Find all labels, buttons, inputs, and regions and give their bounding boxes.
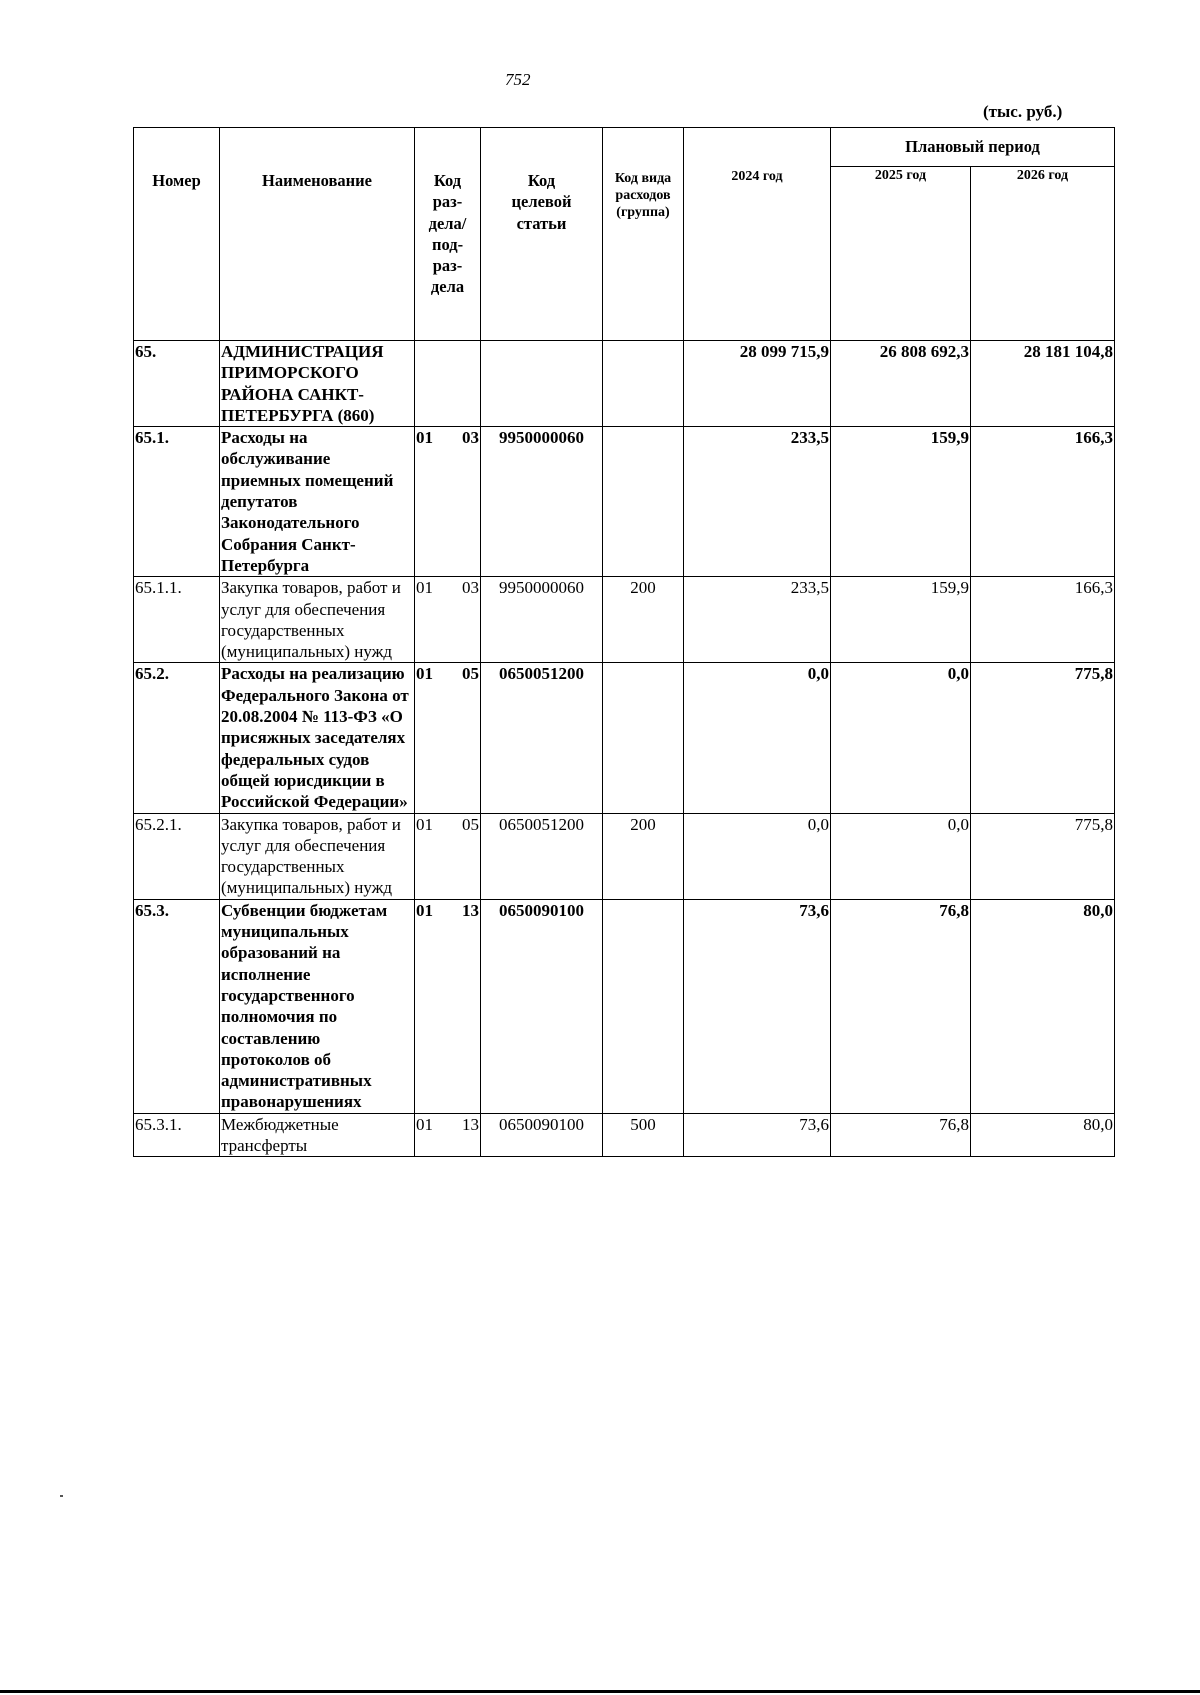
section-code: 01 [416,814,433,834]
row-expense-kind: 500 [603,1113,684,1157]
row-name: Межбюджетные трансферты [220,1113,415,1157]
row-section-code [415,899,481,1113]
subsection-code: 05 [462,814,479,834]
row-value-2026: 166,3 [971,577,1115,663]
units-label: (тыс. руб.) [983,102,1063,121]
row-number: 65.1.1. [134,577,220,663]
row-section-code [415,813,481,899]
row-target-code: 0650051200 [481,663,603,813]
page-number: 752 [505,70,531,89]
row-target-code: 9950000060 [481,577,603,663]
row-expense-kind [603,427,684,577]
table-row [134,813,1115,899]
row-value-2024: 233,5 [684,427,831,577]
row-value-2026: 775,8 [971,663,1115,813]
row-value-2026: 775,8 [971,813,1115,899]
row-section-code [415,427,481,577]
row-value-2025: 159,9 [831,577,971,663]
table-row [134,663,1115,813]
row-value-2025: 76,8 [831,899,971,1113]
row-name: Расходы на обслуживание приемных помещений депутатов Законодательного Собрания Санкт-Петербурга [220,427,415,577]
row-value-2025: 0,0 [831,813,971,899]
subsection-code: 03 [462,428,479,448]
table-header [134,128,1115,341]
scan-speck [60,1495,63,1497]
row-value-2024: 233,5 [684,577,831,663]
row-expense-kind [603,663,684,813]
row-name: Закупка товаров, работ и услуг для обеспечения государственных (муниципальных) нужд [220,813,415,899]
header-name: Наименование [220,128,415,341]
header-year-2025: 2025 год [831,167,971,341]
row-section-code [415,577,481,663]
row-number: 65.1. [134,427,220,577]
header-target-code: Код целевой статьи [481,128,603,341]
section-code: 01 [416,664,433,684]
row-number: 65.3. [134,899,220,1113]
table-row [134,427,1115,577]
subsection-code: 05 [462,664,479,684]
row-value-2024: 73,6 [684,899,831,1113]
subsection-code: 13 [462,900,479,920]
scan-bottom-edge [0,1690,1200,1693]
row-value-2025: 26 808 692,3 [831,341,971,427]
row-number: 65.2. [134,663,220,813]
row-target-code [481,341,603,427]
row-name: Расходы на реализацию Федерального Закона от 20.08.2004 № 113-ФЗ «О присяжных заседателях федеральных судов общей юрисдикции в Российской Федерации» [220,663,415,813]
budget-table [133,127,1115,1157]
row-value-2026: 28 181 104,8 [971,341,1115,427]
section-code: 01 [416,1114,433,1134]
section-code: 01 [416,428,433,448]
row-value-2026: 80,0 [971,899,1115,1113]
row-name: АДМИНИСТРАЦИЯ ПРИМОРСКОГО РАЙОНА САНКТ-ПЕТЕРБУРГА (860) [220,341,415,427]
row-expense-kind [603,899,684,1113]
header-section-code: Код раз- дела/ под- раз- дела [415,128,481,341]
row-value-2025: 159,9 [831,427,971,577]
row-expense-kind: 200 [603,577,684,663]
row-section-code [415,341,481,427]
section-code: 01 [416,578,433,598]
row-name: Закупка товаров, работ и услуг для обеспечения государственных (муниципальных) нужд [220,577,415,663]
header-planning-period: Плановый период [831,128,1115,167]
table-row [134,1113,1115,1157]
table-body [134,341,1115,1157]
subsection-code: 13 [462,1114,479,1134]
row-value-2024: 28 099 715,9 [684,341,831,427]
row-number: 65.3.1. [134,1113,220,1157]
row-expense-kind [603,341,684,427]
row-target-code: 0650090100 [481,1113,603,1157]
header-year-2026: 2026 год [971,167,1115,341]
row-value-2025: 0,0 [831,663,971,813]
table-row [134,899,1115,1113]
header-expense-kind: Код вида расходов (группа) [603,128,684,341]
row-section-code [415,663,481,813]
row-number: 65. [134,341,220,427]
subsection-code: 03 [462,578,479,598]
row-target-code: 0650051200 [481,813,603,899]
row-name: Субвенции бюджетам муниципальных образований на исполнение государственного полномочия по составлению протоколов об административных правонарушениях [220,899,415,1113]
row-value-2024: 73,6 [684,1113,831,1157]
row-number: 65.2.1. [134,813,220,899]
section-code: 01 [416,900,433,920]
table-row [134,577,1115,663]
row-value-2026: 166,3 [971,427,1115,577]
header-year-2024: 2024 год [684,128,831,341]
header-number: Номер [134,128,220,341]
row-section-code [415,1113,481,1157]
row-target-code: 9950000060 [481,427,603,577]
table-row [134,341,1115,427]
row-expense-kind: 200 [603,813,684,899]
row-value-2024: 0,0 [684,663,831,813]
row-target-code: 0650090100 [481,899,603,1113]
row-value-2024: 0,0 [684,813,831,899]
row-value-2026: 80,0 [971,1113,1115,1157]
row-value-2025: 76,8 [831,1113,971,1157]
